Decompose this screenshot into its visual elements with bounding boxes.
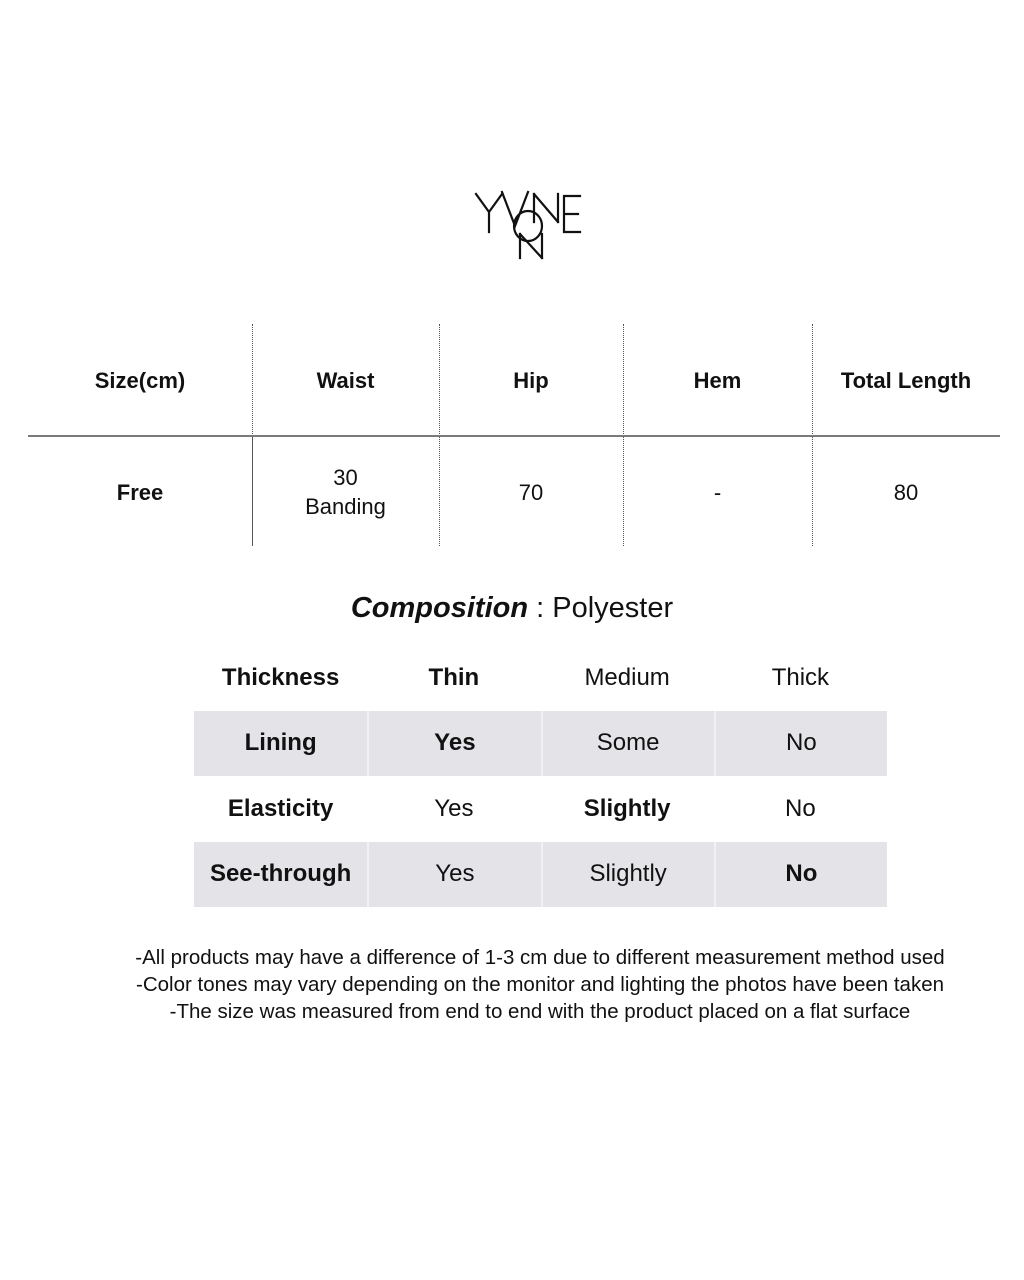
attribute-label: Lining xyxy=(194,711,367,777)
note-line: -Color tones may vary depending on the monitor and lighting the photos have been taken xyxy=(136,973,944,996)
hem-value: - xyxy=(713,479,722,505)
attribute-row-thickness xyxy=(194,645,887,711)
total-length-value: 80 xyxy=(893,479,919,505)
attribute-option: Medium xyxy=(584,663,670,691)
attribute-table xyxy=(194,645,887,907)
attribute-row-see-through xyxy=(194,842,887,908)
attribute-label: See-through xyxy=(194,842,367,908)
brand-logo xyxy=(462,186,610,266)
header-hem: Hem xyxy=(693,367,742,393)
attribute-row-lining xyxy=(194,711,887,777)
header-divider xyxy=(28,435,1000,437)
attribute-option: Thick xyxy=(771,663,830,691)
attribute-option: No xyxy=(714,711,887,777)
attribute-option: Yes xyxy=(367,711,540,777)
brand-monogram-logo xyxy=(462,186,610,266)
header-waist: Waist xyxy=(316,367,375,393)
attribute-row-elasticity xyxy=(194,776,887,842)
size-value: Free xyxy=(116,479,164,505)
attribute-option: Yes xyxy=(434,794,474,822)
attribute-option: Some xyxy=(541,711,714,777)
header-hip: Hip xyxy=(513,367,549,393)
hip-value: 70 xyxy=(518,479,544,505)
attribute-label: Thickness xyxy=(221,663,340,691)
waist-measure: 30 xyxy=(333,465,358,490)
attribute-option: No xyxy=(714,842,887,908)
attribute-option: Thin xyxy=(428,663,480,691)
header-total-length: Total Length xyxy=(840,367,972,393)
header-size: Size(cm) xyxy=(94,367,186,393)
waist-value xyxy=(252,456,439,528)
attribute-option: Yes xyxy=(367,842,540,908)
attribute-option: No xyxy=(785,794,816,822)
note-line: -All products may have a difference of 1-3 cm due to different measurement method used xyxy=(135,946,945,969)
composition-value: Polyester xyxy=(552,592,674,624)
attribute-option: Slightly xyxy=(541,842,714,908)
attribute-option: Slightly xyxy=(583,794,671,822)
size-table xyxy=(28,324,1000,546)
note-line: -The size was measured from end to end with the product placed on a flat surface xyxy=(169,1000,911,1023)
composition-separator: : xyxy=(528,592,553,624)
waist-type: Banding xyxy=(305,494,386,519)
care-notes xyxy=(28,944,1024,1025)
attribute-label: Elasticity xyxy=(227,794,334,822)
composition-line xyxy=(0,588,1024,628)
composition-label: Composition xyxy=(350,592,529,624)
